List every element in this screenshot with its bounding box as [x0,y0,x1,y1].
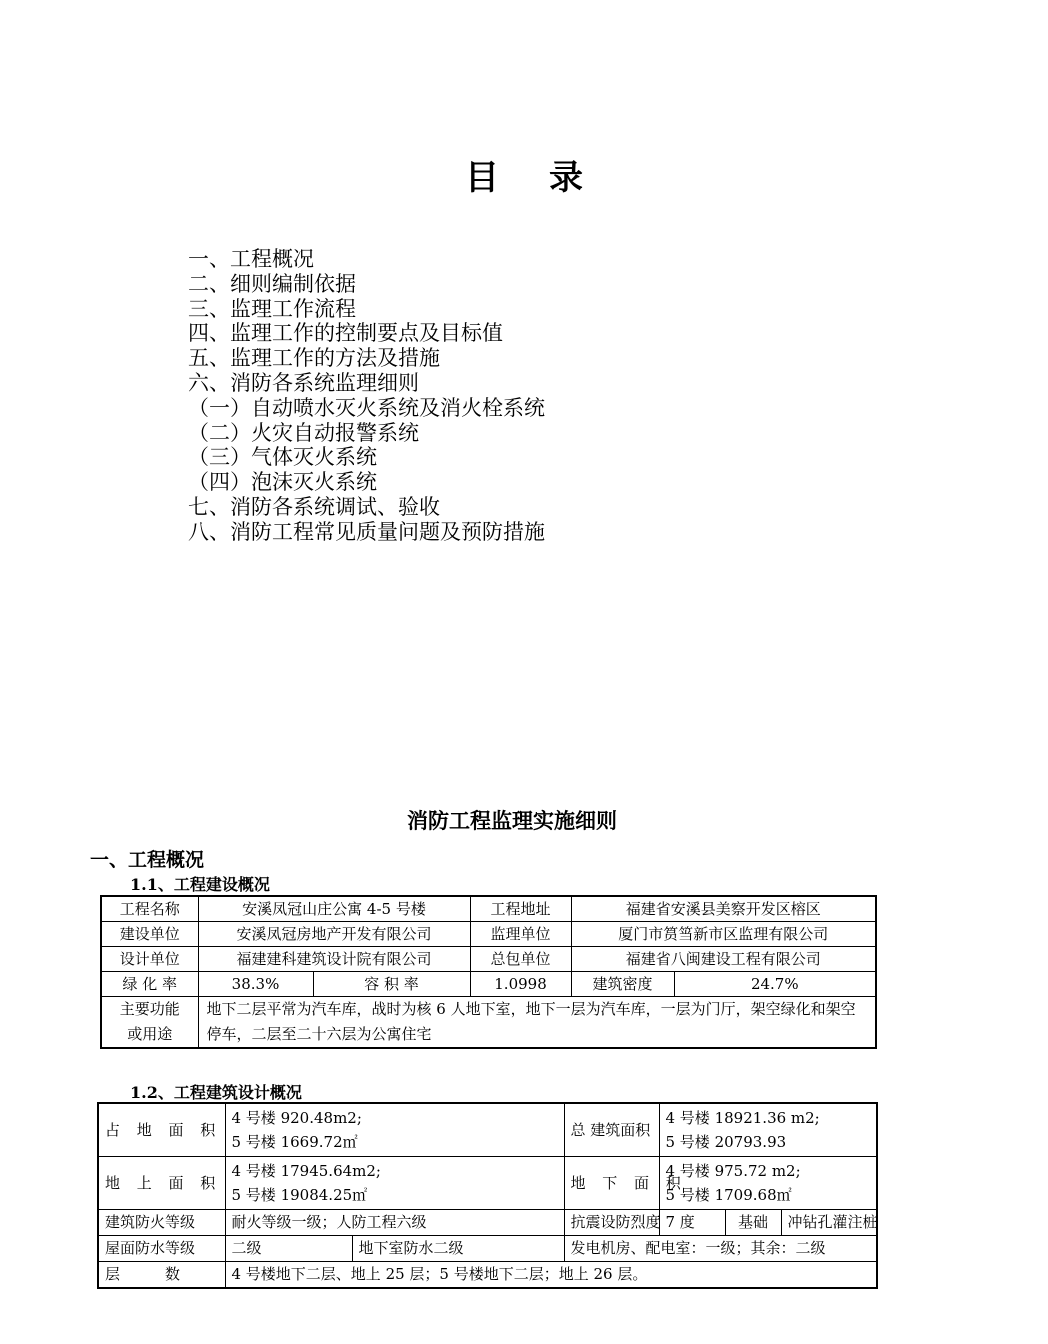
usage-label-line1: 主要功能 [119,1000,180,1018]
toc-item: （四）泡沫灭火系统 [188,470,377,495]
table-row [101,922,876,947]
toc-item: （一）自动喷水灭火系统及消火栓系统 [188,395,545,420]
table-cell-value: 1.0998 [470,972,571,997]
table-row [98,1262,877,1289]
table-cell-value: 发电机房、配电室：一级；其余：二级 [564,1236,877,1262]
section-heading: 一、工程概况 [90,849,205,871]
table-cell-label: 占 地 面 积 [98,1103,225,1157]
value-line: 5 号楼 1709.68㎡ [665,1186,792,1204]
table-cell-value: 冲钻孔灌注桩 [781,1210,877,1236]
table-cell-value: 耐火等级一级；人防工程六级 [225,1210,564,1236]
table-cell-value [225,1157,564,1210]
toc-item: （二）火灾自动报警系统 [188,420,419,445]
table-cell-value [659,1103,877,1157]
table-cell-value: 地下室防水二级 [352,1236,564,1262]
value-line: 4 号楼 975.72 m2; [665,1162,801,1180]
value-line: 5 号楼 19084.25㎡ [231,1186,368,1204]
subsection-heading-design: 1.2、工程建筑设计概况 [130,1083,302,1102]
table-cell-label: 监理单位 [470,922,571,947]
table-cell-label: 总 建筑面积 [564,1103,659,1157]
table-cell-label: 建筑密度 [571,972,674,997]
table-cell-value: 安溪凤冠山庄公寓 4-5 号楼 [198,896,470,922]
usage-label-line2: 或用途 [127,1025,173,1043]
table-cell-value [225,1103,564,1157]
table-row [101,972,876,997]
table-row [98,1236,877,1262]
table-cell-label: 工程地址 [470,896,571,922]
toc-item: 五、监理工作的方法及措施 [188,346,440,371]
toc-list [188,247,545,545]
table-cell-value: 安溪凤冠房地产开发有限公司 [198,922,470,947]
table-cell-value: 4 号楼地下二层、地上 25 层；5 号楼地下二层；地上 26 层。 [225,1262,877,1289]
toc-title [0,150,1048,199]
table-cell-value: 福建省安溪县美察开发区榕区 [571,896,876,922]
toc-item: 二、细则编制依据 [188,271,356,296]
subsection-heading-construction: 1.1、工程建设概况 [130,875,270,894]
construction-overview-table [100,895,877,1049]
table-cell-label: 屋面防水等级 [98,1236,225,1262]
table-cell-label: 绿 化 率 [101,972,198,997]
table-cell-label: 容 积 率 [313,972,470,997]
toc-item: 一、工程概况 [188,247,314,271]
table-cell-label: 建筑防火等级 [98,1210,225,1236]
value-line: 4 号楼 920.48m2; [231,1109,362,1127]
table-row [98,1210,877,1236]
toc-item: 三、监理工作流程 [188,296,356,321]
toc-title-part1: 目 [465,158,499,198]
design-overview-table [97,1102,878,1289]
table-cell-label: 总包单位 [470,947,571,972]
table-row [98,1103,877,1157]
toc-item: 八、消防工程常见质量问题及预防措施 [188,519,545,544]
table-cell-label: 基础 [725,1210,781,1236]
table-cell-value: 厦门市筼筜新市区监理有限公司 [571,922,876,947]
table-row [98,1157,877,1210]
value-line: 5 号楼 1669.72㎡ [231,1133,358,1151]
table-cell-value: 二级 [225,1236,352,1262]
toc-item: （三）气体灭火系统 [188,445,377,470]
table-cell-label: 层 数 [98,1262,225,1289]
table-row [101,947,876,972]
value-line: 4 号楼 17945.64m2; [231,1162,381,1180]
toc-title-part2: 录 [549,158,583,198]
table-row [101,896,876,922]
table-cell-value: 地下二层平常为汽车库，战时为核 6 人地下室，地下一层为汽车库，一层为门厅，架空绿化和架空停车，二层至二十六层为公寓住宅 [198,997,876,1049]
value-line: 5 号楼 20793.93 [665,1133,787,1151]
table-cell-label [101,997,198,1049]
table-cell-label: 地 上 面 积 [98,1157,225,1210]
table-cell-label: 地 下 面 积 [564,1157,659,1210]
toc-item: 四、监理工作的控制要点及目标值 [188,321,503,346]
table-row [101,997,876,1049]
table-cell-value: 福建省八闽建设工程有限公司 [571,947,876,972]
table-cell-label: 设计单位 [101,947,198,972]
table-cell-label: 建设单位 [101,922,198,947]
toc-item: 七、消防各系统调试、验收 [188,494,440,519]
toc-item: 六、消防各系统监理细则 [188,370,419,395]
table-cell-value: 7 度 [659,1210,725,1236]
value-line: 4 号楼 18921.36 m2; [665,1109,820,1127]
table-cell-value: 福建建科建筑设计院有限公司 [198,947,470,972]
document-title: 消防工程监理实施细则 [407,808,617,833]
table-cell-value: 38.3% [198,972,313,997]
table-cell-value [659,1157,877,1210]
table-cell-label: 工程名称 [101,896,198,922]
table-cell-value: 24.7% [674,972,876,997]
table-cell-label: 抗震设防烈度 [564,1210,659,1236]
